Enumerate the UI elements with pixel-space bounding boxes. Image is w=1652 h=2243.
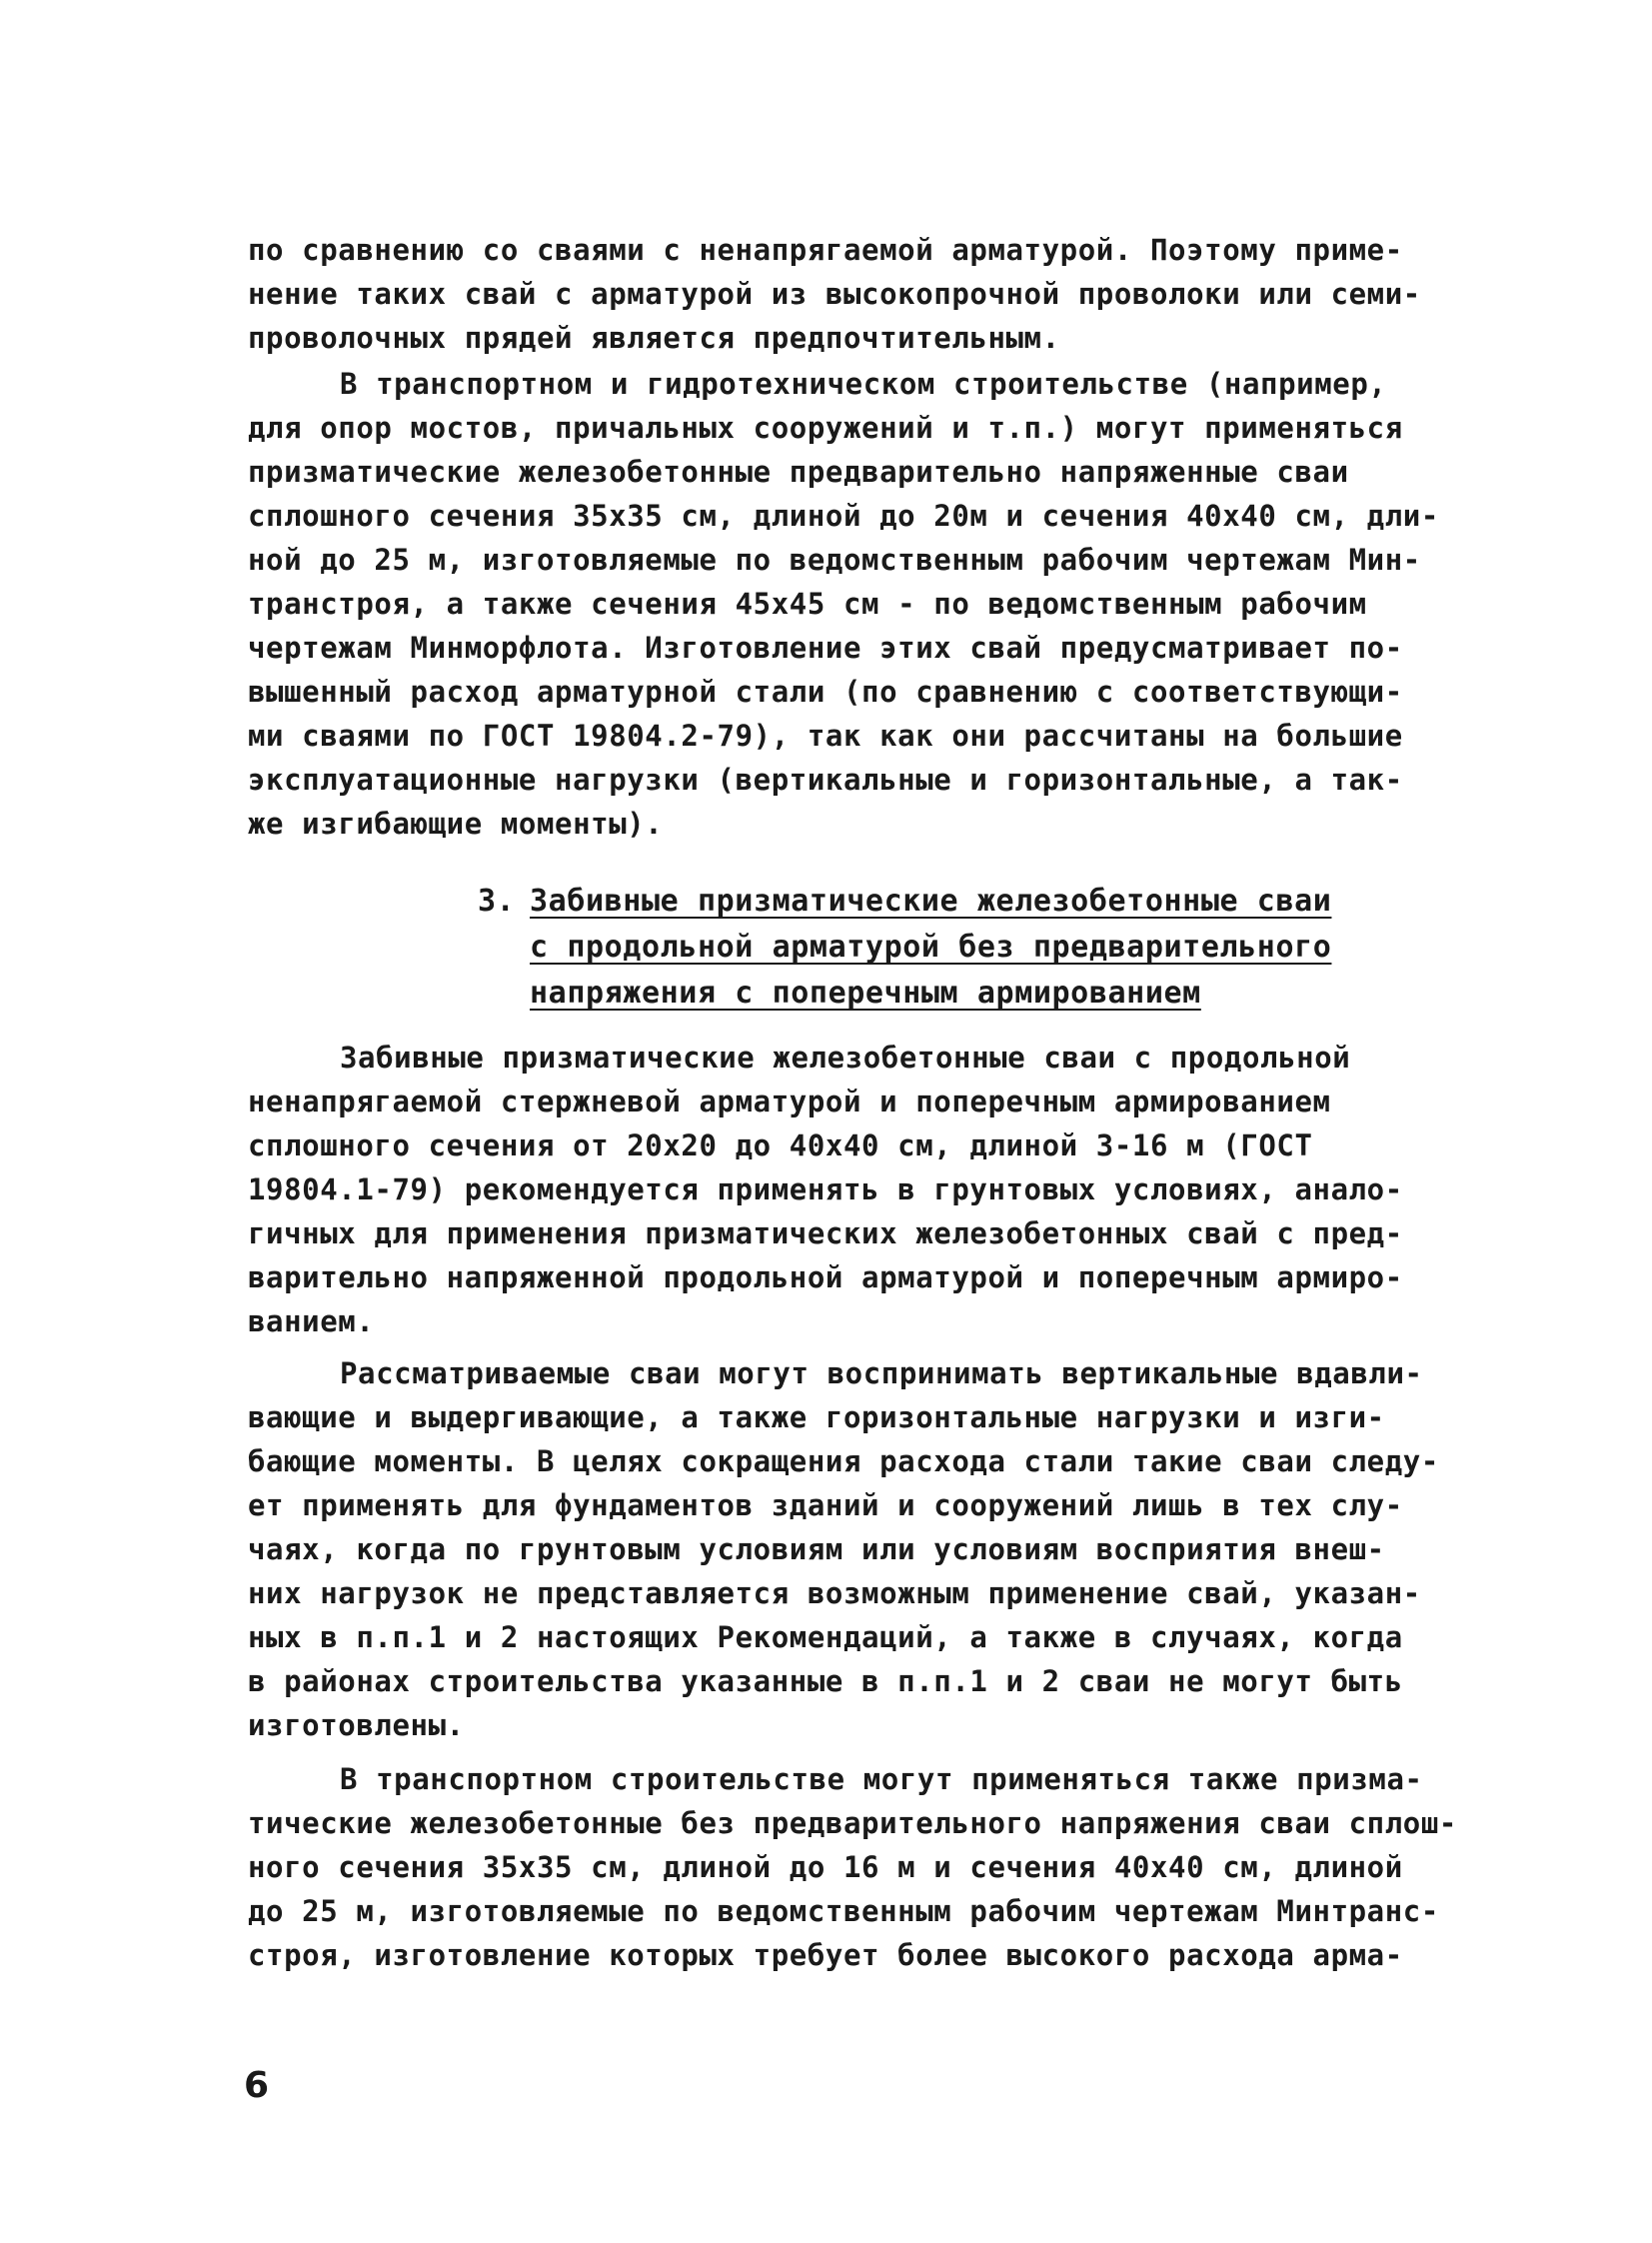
page-number: 6 <box>244 2065 270 2106</box>
section-heading-text: с продольной арматурой без предварительного <box>530 930 1332 965</box>
text-line: вышенный расход арматурной стали (по сравнению с соответствующи- <box>248 675 1403 709</box>
text-line: гичных для применения призматических железобетонных свай с пред- <box>248 1216 1403 1250</box>
text-line: бающие моменты. В целях сокращения расхода стали такие сваи следу- <box>248 1444 1439 1478</box>
text-line: В транспортном строительстве могут применяться также призма- <box>340 1762 1423 1796</box>
text-line: ной до 25 м, изготовляемые по ведомственным рабочим чертежам Мин- <box>248 543 1421 577</box>
section-heading-line <box>530 926 1331 970</box>
text-line: ет применять для фундаментов зданий и сооружений лишь в тех слу- <box>248 1488 1403 1522</box>
text-line: ванием. <box>248 1304 375 1338</box>
text-line: тические железобетонные без предварительного напряжения сваи сплош- <box>248 1806 1457 1840</box>
text-line: В транспортном и гидротехническом строительстве (например, <box>340 367 1387 401</box>
text-line: призматические железобетонные предварительно напряженные сваи <box>248 455 1349 489</box>
text-line: ми сваями по ГОСТ 19804.2-79), так как они рассчитаны на большие <box>248 719 1403 753</box>
text-line: для опор мостов, причальных сооружений и т.п.) могут применяться <box>248 411 1403 445</box>
section-heading-text: Забивные призматические железобетонные сваи <box>530 884 1332 919</box>
text-line: чаях, когда по грунтовым условиям или условиям восприятия внеш- <box>248 1532 1385 1566</box>
text-line: сплошного сечения 35х35 см, длиной до 20м и сечения 40х40 см, дли- <box>248 499 1439 533</box>
text-line: строя, изготовление которых требует более высокого расхода арма- <box>248 1938 1403 1972</box>
text-line: Забивные призматические железобетонные сваи с продольной <box>340 1041 1351 1075</box>
text-line: эксплуатационные нагрузки (вертикальные и горизонтальные, а так- <box>248 763 1403 797</box>
text-line: них нагрузок не представляется возможным применение свай, указан- <box>248 1576 1421 1610</box>
text-line: 19804.1-79) рекомендуется применять в грунтовых условиях, анало- <box>248 1172 1403 1206</box>
text-line: же изгибающие моменты). <box>248 807 664 841</box>
text-line: варительно напряженной продольной арматурой и поперечным армиро- <box>248 1260 1403 1294</box>
text-line: Рассматриваемые сваи могут воспринимать вертикальные вдавли- <box>340 1356 1423 1390</box>
text-line: ненапрягаемой стержневой арматурой и поперечным армированием <box>248 1085 1331 1119</box>
text-line: до 25 м, изготовляемые по ведомственным рабочим чертежам Минтранс- <box>248 1894 1439 1928</box>
text-line: изготовлены. <box>248 1708 465 1742</box>
section-number: 3. <box>478 884 516 919</box>
text-line: сплошного сечения от 20х20 до 40х40 см, длиной 3-16 м (ГОСТ <box>248 1128 1313 1162</box>
text-line: ных в п.п.1 и 2 настоящих Рекомендаций, а также в случаях, когда <box>248 1620 1403 1654</box>
text-line: транстроя, а также сечения 45х45 см - по ведомственным рабочим <box>248 587 1367 621</box>
text-line: нение таких свай с арматурой из высокопрочной проволоки или семи- <box>248 277 1421 311</box>
text-line: ного сечения 35х35 см, длиной до 16 м и сечения 40х40 см, длиной <box>248 1850 1403 1884</box>
text-line: чертежам Минморфлота. Изготовление этих свай предусматривает по- <box>248 631 1403 665</box>
text-line: проволочных прядей является предпочтительным. <box>248 321 1060 355</box>
section-heading-line <box>530 880 1331 924</box>
text-line: вающие и выдергивающие, а также горизонтальные нагрузки и изги- <box>248 1400 1385 1434</box>
text-line: по сравнению со сваями с ненапрягаемой арматурой. Поэтому приме- <box>248 233 1403 267</box>
text-line: в районах строительства указанные в п.п.1 и 2 сваи не могут быть <box>248 1664 1403 1698</box>
section-heading-text: напряжения с поперечным армированием <box>530 976 1201 1011</box>
section-heading-line <box>530 972 1201 1016</box>
